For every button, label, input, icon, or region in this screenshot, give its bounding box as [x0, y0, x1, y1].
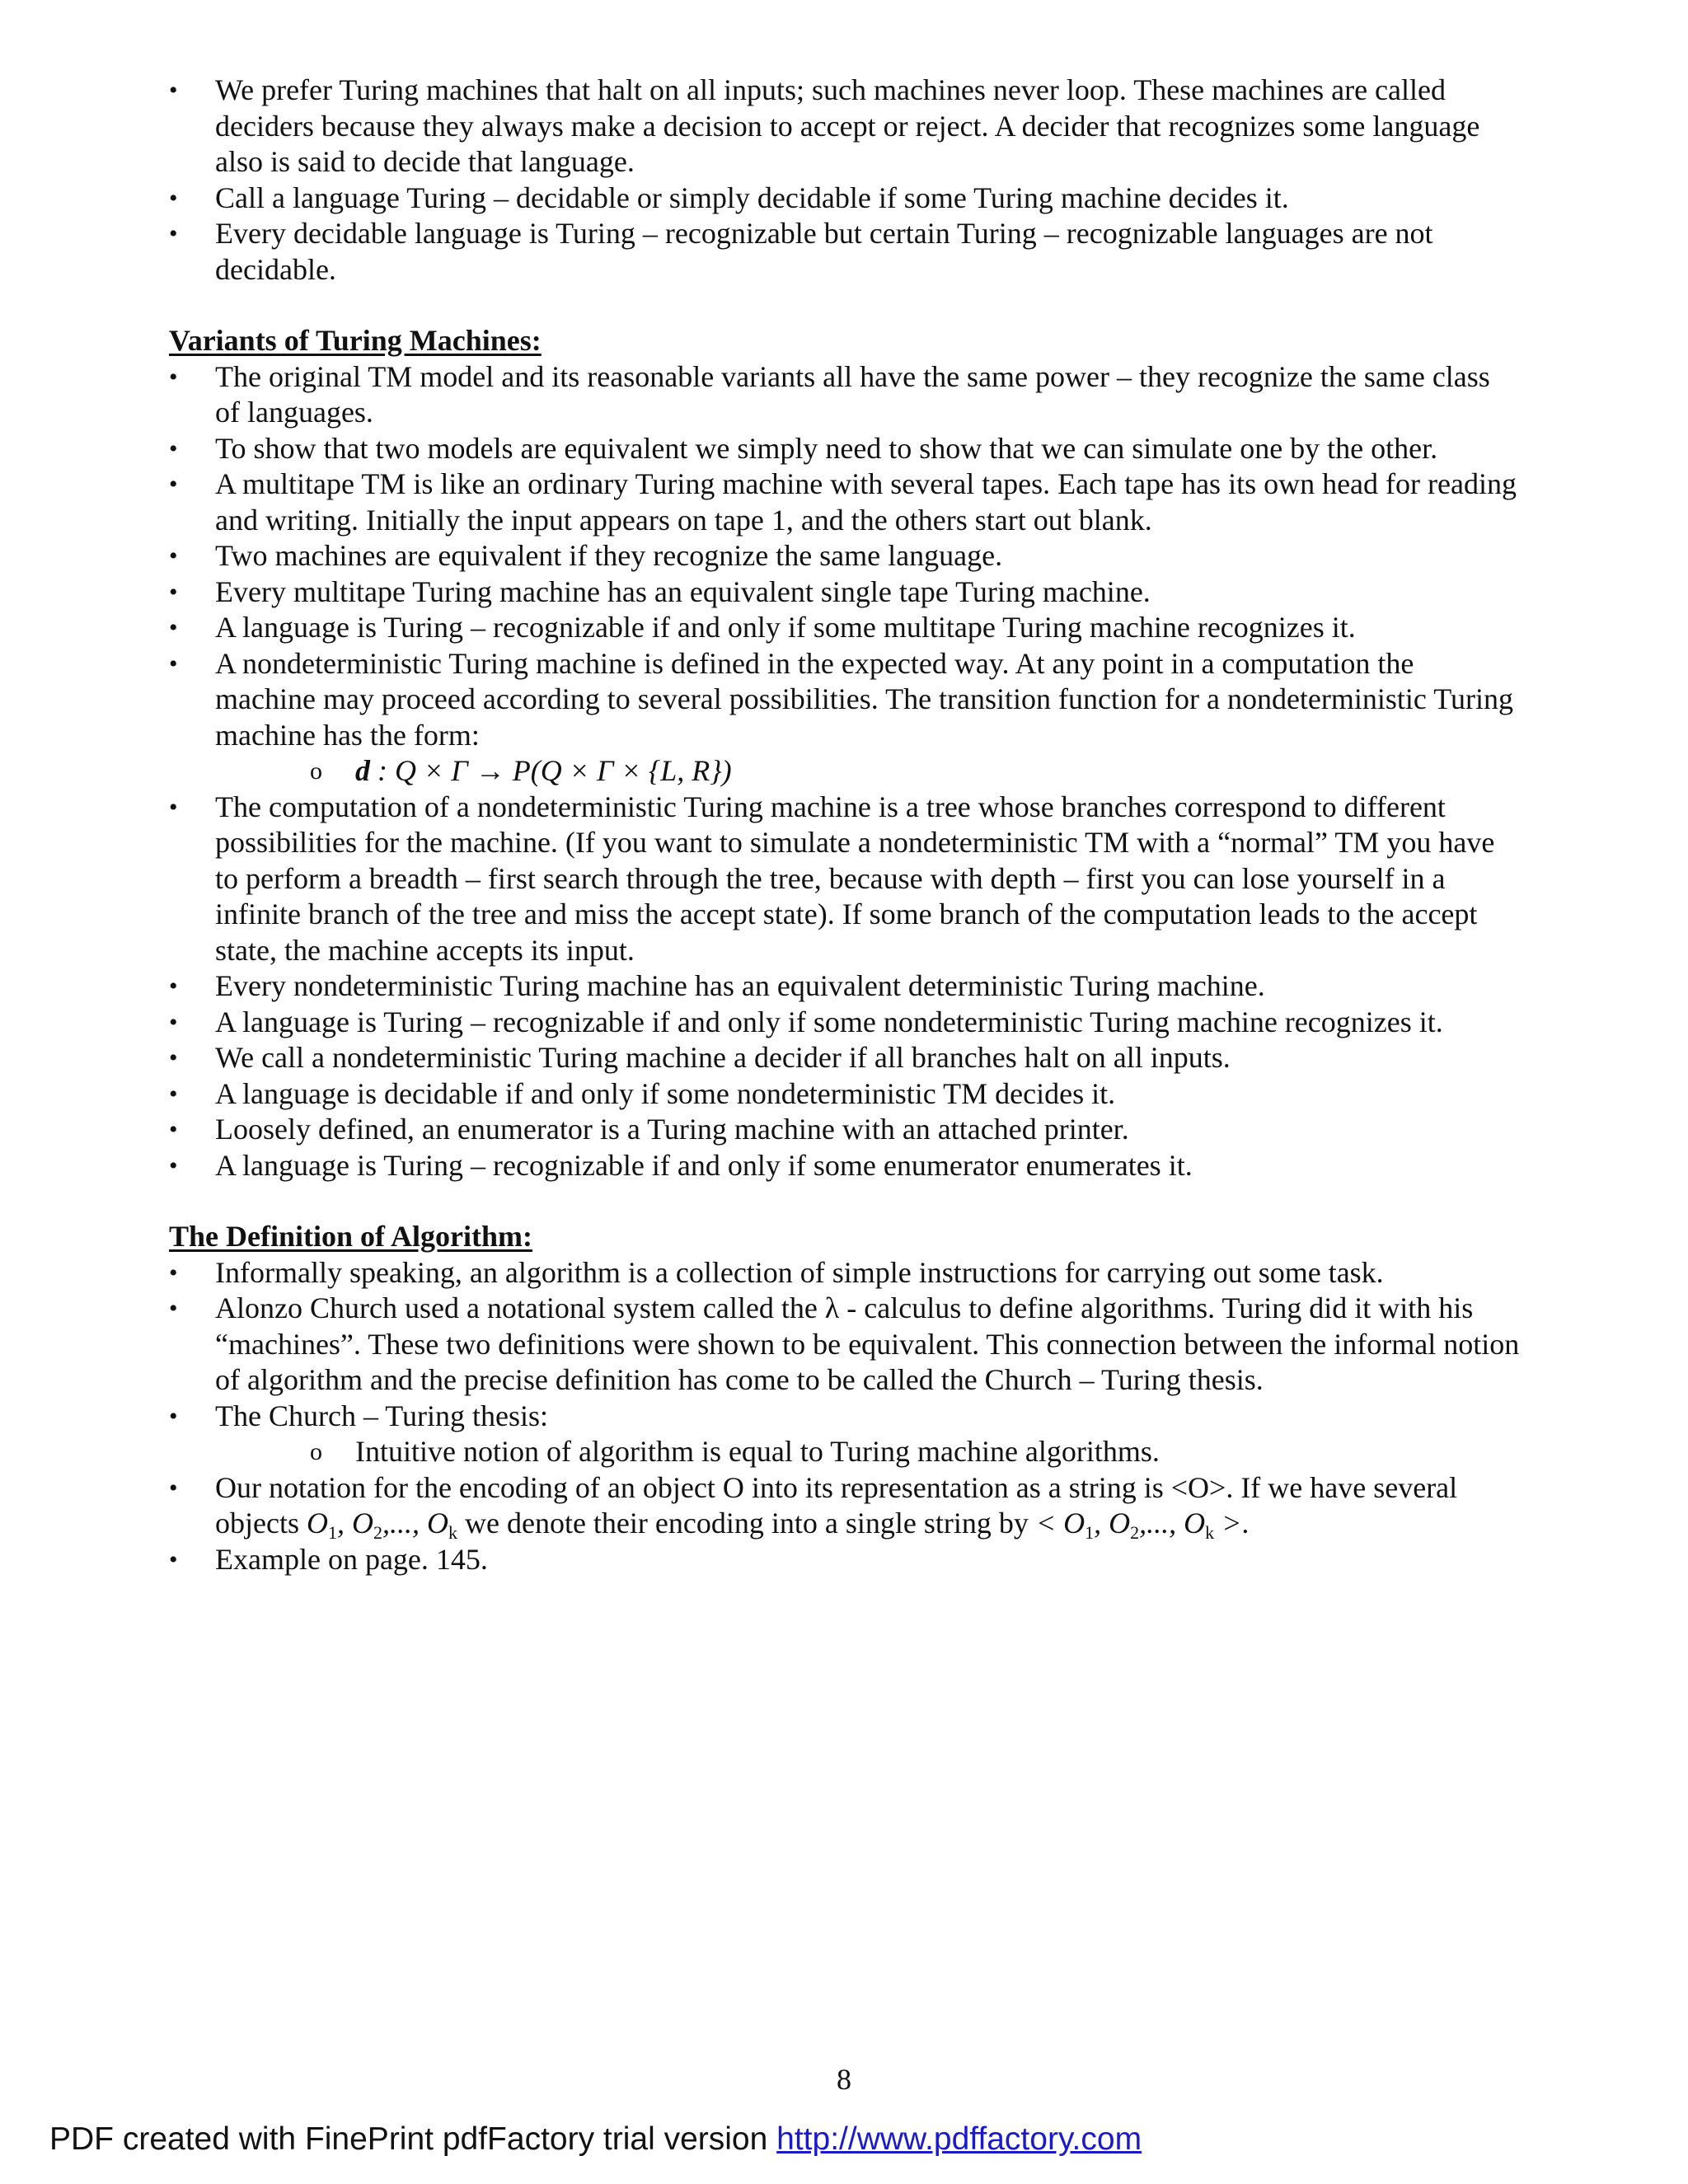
- list-item-text: The computation of a nondeterministic Turing machine is a tree whose branches correspond to different possibilities for the machine. (If you want to simulate a nondeterministic TM with a “normal” TM you have to perform a breadth – first search through the tree, because with depth – first you can lose yourself in a infinite branch of the tree and miss the accept state). If some branch of the computation leads to the accept state, the machine accepts its input.: [215, 790, 1495, 967]
- list-item: [169, 1076, 1521, 1113]
- bullet-icon: •: [169, 1295, 178, 1322]
- list-item-text: Alonzo Church used a notational system called the λ - calculus to define algorithms. Turing did it with his “machines”. These two definitions were shown to be equivalent. This connection between the informal notion of algorithm and the precise definition has come to be called the Church – Turing thesis.: [215, 1291, 1520, 1396]
- encoded-formula: < $O_1$, $O_2$,..., $O_k$ >: [1035, 1507, 1242, 1543]
- bullet-icon: •: [169, 434, 178, 462]
- list-item: [169, 431, 1521, 467]
- section-heading-variants: Variants of Turing Machines:: [169, 324, 542, 357]
- list-item: [169, 646, 1521, 790]
- transition-function-symbol: d: [355, 754, 370, 787]
- sublist-item: [215, 1434, 1521, 1470]
- list-item-text: Every multitape Turing machine has an equivalent single tape Turing machine.: [215, 574, 1151, 608]
- list-item: [169, 180, 1521, 217]
- bullet-icon: •: [169, 1151, 178, 1179]
- intro-list: [169, 73, 1521, 288]
- formula-item: [215, 753, 1521, 790]
- list-item-text: Informally speaking, an algorithm is a collection of simple instructions for carrying out some task.: [215, 1255, 1384, 1289]
- encoding-text-3: .: [1241, 1507, 1250, 1540]
- transition-function-formula: : Q × Γ → P(Q × Γ × {L, R}): [370, 754, 732, 787]
- list-item-text: We call a nondeterministic Turing machine a decider if all branches halt on all inputs.: [215, 1041, 1231, 1074]
- list-item-text: Two machines are equivalent if they recognize the same language.: [215, 539, 1003, 572]
- footer-text: PDF created with FinePrint pdfFactory trial version: [49, 2121, 777, 2157]
- bullet-icon: •: [169, 184, 178, 212]
- list-item: [169, 1112, 1521, 1148]
- algorithm-section: [169, 1219, 1521, 1577]
- list-item: [169, 466, 1521, 538]
- thesis-sublist: [215, 1434, 1521, 1470]
- list-item-text: The Church – Turing thesis:: [215, 1399, 549, 1432]
- intro-section: [169, 73, 1521, 288]
- bullet-icon: •: [169, 972, 178, 1000]
- sublist-item-text: Intuitive notion of algorithm is equal to Turing machine algorithms.: [355, 1435, 1160, 1468]
- encoding-text-1: Our notation for the encoding of an object O into its representation as a string is <O>. If we have several objects: [215, 1470, 1458, 1540]
- list-item: [169, 359, 1521, 431]
- objects-formula: $O_1$, $O_2$,..., $O_k$: [306, 1507, 457, 1543]
- page-content: [169, 73, 1521, 1577]
- list-item-text: A nondeterministic Turing machine is defined in the expected way. At any point in a computation the machine may proceed according to several possibilities. The transition function for a nondeterministic Turing machine has the form:: [215, 646, 1513, 752]
- list-item: [169, 216, 1521, 288]
- bullet-icon: •: [169, 1402, 178, 1430]
- bullet-icon: •: [169, 1545, 178, 1573]
- bullet-icon: •: [169, 363, 178, 391]
- list-item-text: A language is Turing – recognizable if and only if some nondeterministic Turing machine recognizes it.: [215, 1005, 1443, 1038]
- list-item-text: A language is Turing – recognizable if and only if some multitape Turing machine recognizes it.: [215, 611, 1356, 644]
- bullet-icon: •: [169, 471, 178, 498]
- list-item: [169, 538, 1521, 574]
- page-number: 8: [837, 2063, 851, 2096]
- bullet-icon: •: [169, 1474, 178, 1502]
- bullet-icon: •: [169, 1044, 178, 1071]
- list-item-text: Example on page. 145.: [215, 1542, 488, 1576]
- list-item-text: The original TM model and its reasonable variants all have the same power – they recognize the same class of languages.: [215, 359, 1490, 429]
- list-item: [169, 574, 1521, 611]
- encoding-text-2: we denote their encoding into a single string by: [457, 1507, 1036, 1540]
- footer-link[interactable]: http://www.pdffactory.com: [776, 2121, 1142, 2157]
- list-item: [169, 1040, 1521, 1076]
- list-item: [169, 1291, 1521, 1399]
- list-item: [169, 610, 1521, 646]
- list-item-text: We prefer Turing machines that halt on all inputs; such machines never loop. These machines are called deciders because they always make a decision to accept or reject. A decider that recognizes some language also is said to decide that language.: [215, 73, 1480, 178]
- list-item-text: Call a language Turing – decidable or simply decidable if some Turing machine decides it.: [215, 180, 1289, 214]
- bullet-icon: •: [169, 1080, 178, 1108]
- bullet-icon: •: [169, 1258, 178, 1286]
- circle-bullet-icon: o: [310, 757, 322, 785]
- section-heading-algorithm: The Definition of Algorithm:: [169, 1220, 532, 1253]
- list-item: [169, 1542, 1521, 1578]
- list-item: [169, 1255, 1521, 1291]
- algorithm-list: [169, 1255, 1521, 1578]
- bullet-icon: •: [169, 77, 178, 104]
- bullet-icon: •: [169, 578, 178, 606]
- list-item-text: A multitape TM is like an ordinary Turing machine with several tapes. Each tape has its own head for reading and writing. Initially the input appears on tape 1, and the others start out blank.: [215, 467, 1517, 537]
- list-item-text: Loosely defined, an enumerator is a Turing machine with an attached printer.: [215, 1113, 1129, 1146]
- bullet-icon: •: [169, 542, 178, 569]
- variants-list: [169, 359, 1521, 1184]
- list-item-text: A language is decidable if and only if some nondeterministic TM decides it.: [215, 1076, 1116, 1110]
- bullet-icon: •: [169, 1116, 178, 1143]
- list-item: [169, 1005, 1521, 1041]
- list-item-text: To show that two models are equivalent we simply need to show that we can simulate one by the other.: [215, 431, 1438, 465]
- formula-sublist: [215, 753, 1521, 790]
- list-item: [169, 73, 1521, 180]
- bullet-icon: •: [169, 793, 178, 821]
- list-item: [169, 790, 1521, 969]
- bullet-icon: •: [169, 220, 178, 247]
- footer: [49, 2121, 1142, 2158]
- list-item-text: Every nondeterministic Turing machine has an equivalent deterministic Turing machine.: [215, 969, 1265, 1002]
- list-item: [169, 1399, 1521, 1470]
- list-item-text: A language is Turing – recognizable if and only if some enumerator enumerates it.: [215, 1148, 1193, 1182]
- circle-bullet-icon: o: [310, 1438, 322, 1465]
- list-item: [169, 1148, 1521, 1184]
- variants-section: [169, 323, 1521, 1183]
- list-item: [169, 968, 1521, 1005]
- bullet-icon: •: [169, 614, 178, 641]
- bullet-icon: •: [169, 649, 178, 677]
- list-item-text: Every decidable language is Turing – recognizable but certain Turing – recognizable languages are not decidable.: [215, 217, 1433, 286]
- bullet-icon: •: [169, 1008, 178, 1036]
- list-item: [169, 1470, 1521, 1542]
